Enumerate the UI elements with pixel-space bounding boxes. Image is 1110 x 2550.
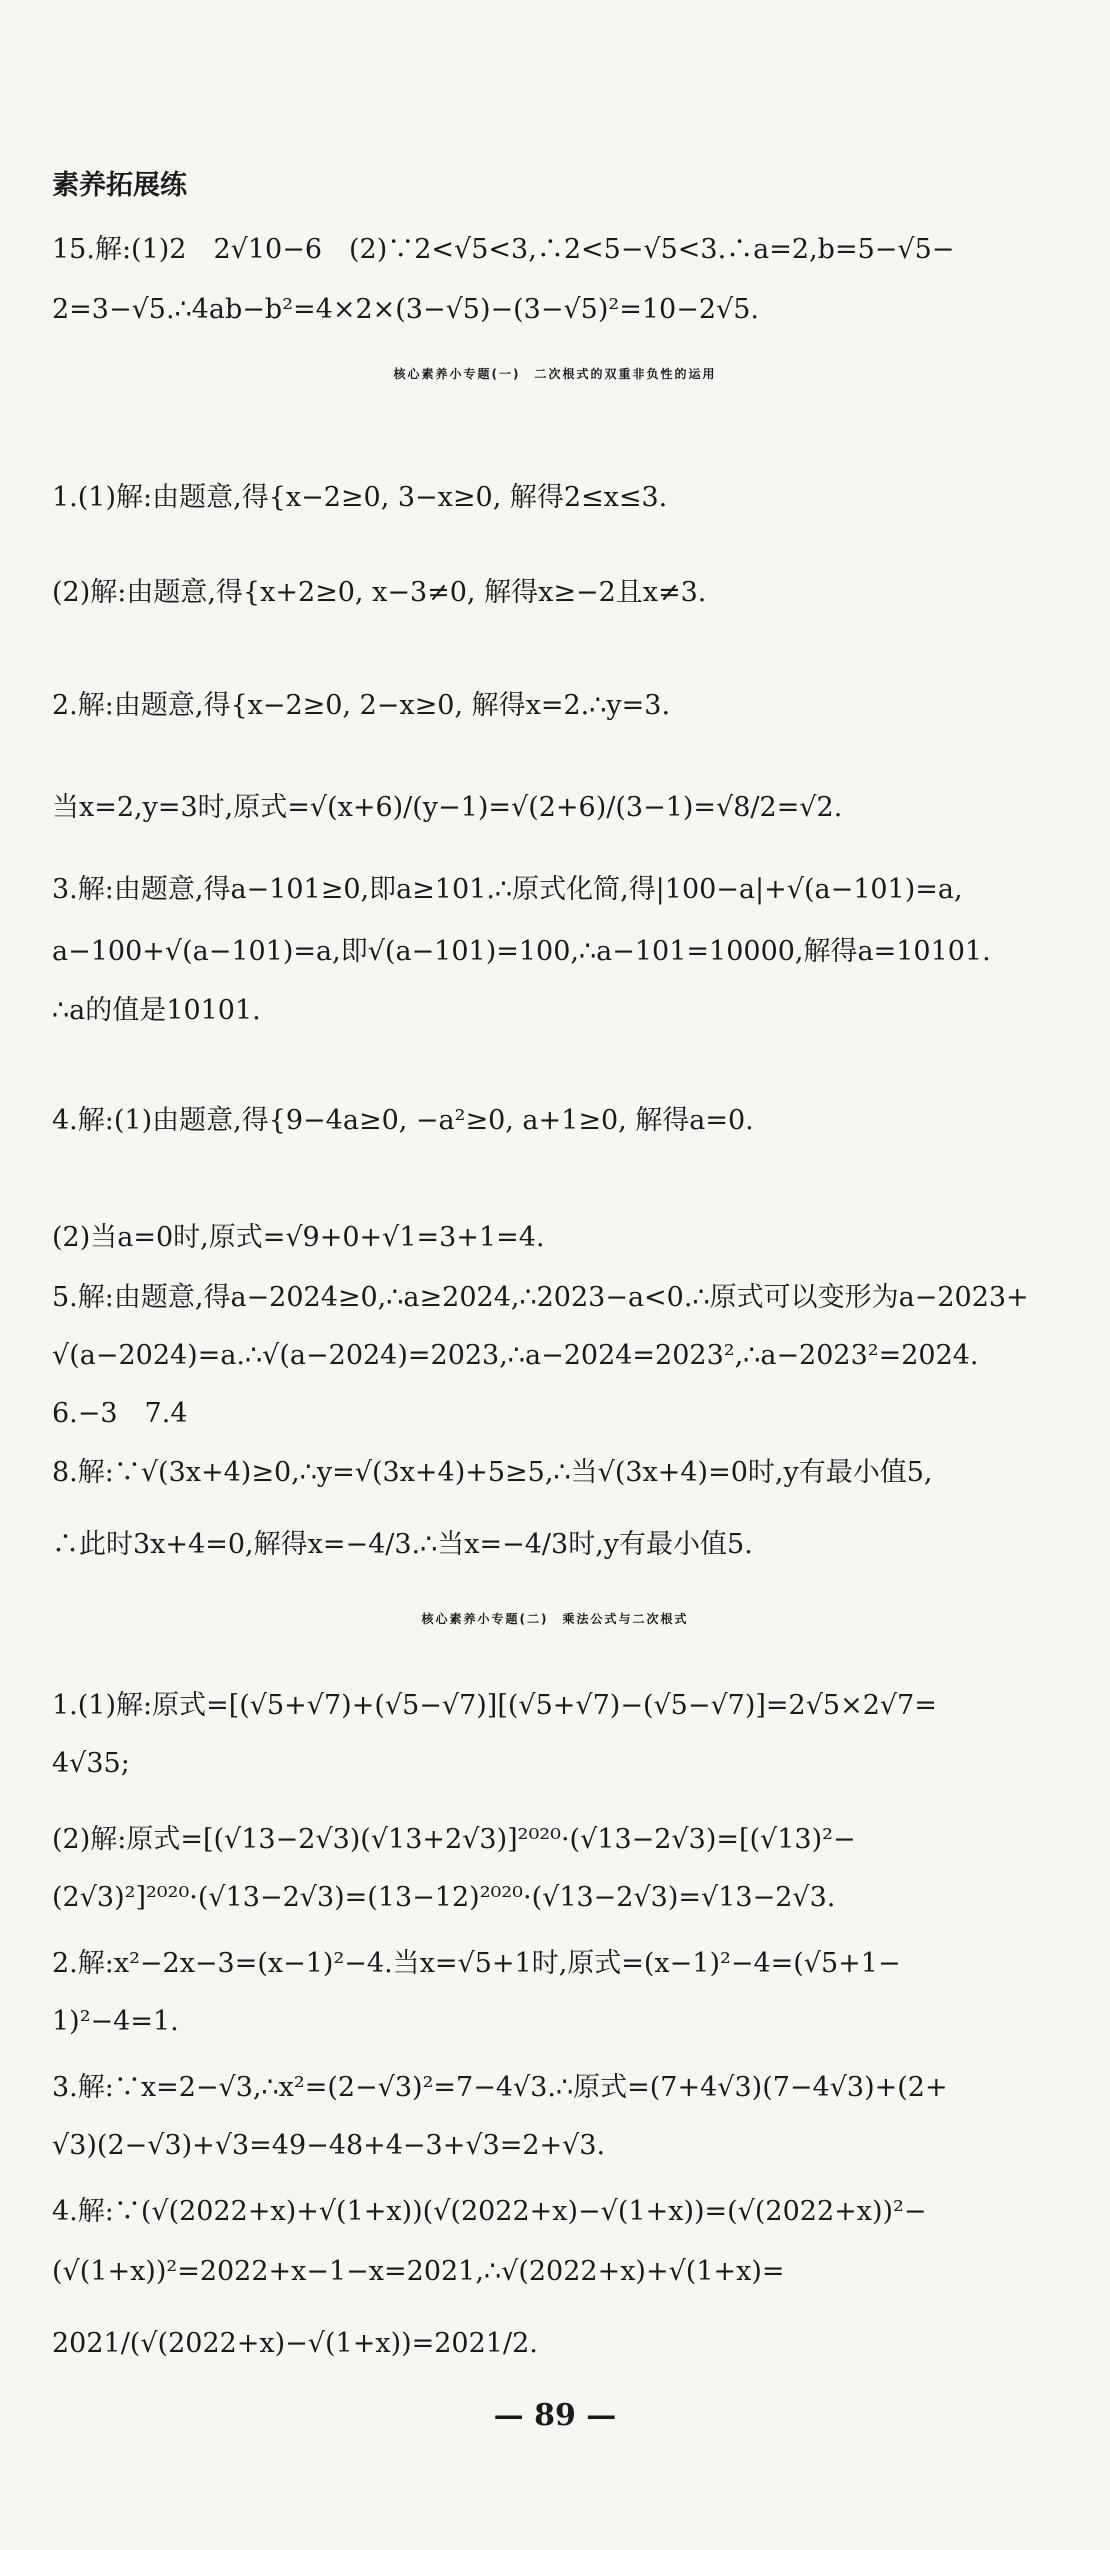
answer-5-line-1: 5.解:由题意,得a−2024≥0,∴a≥2024,∴2023−a<0.∴原式可以变形为a−2023+: [52, 1282, 1029, 1313]
answer-4-part-1: 4.解:(1)由题意,得{9−4a≥0, −a²≥0, a+1≥0, 解得a=0.: [52, 1105, 754, 1136]
topic-heading-1: 核心素养小专题(一) 二次根式的双重非负性的运用: [393, 367, 717, 381]
answer-1-part-1: 1.(1)解:由题意,得{x−2≥0, 3−x≥0, 解得2≤x≤3.: [52, 482, 668, 513]
topic2-answer-4-line-2: (√(1+x))²=2022+x−1−x=2021,∴√(2022+x)+√(1+x)=: [52, 2256, 785, 2287]
answer-2-evaluation: 当x=2,y=3时,原式=√(x+6)/(y−1)=√(2+6)/(3−1)=√8/2=√2.: [52, 792, 843, 823]
answer-5-line-2: √(a−2024)=a.∴√(a−2024)=2023,∴a−2024=2023²,∴a−2023²=2024.: [52, 1340, 979, 1371]
answer-15-line-2: 2=3−√5.∴4ab−b²=4×2×(3−√5)−(3−√5)²=10−2√5.: [52, 294, 759, 325]
answer-3-line-3: ∴a的值是10101.: [52, 995, 261, 1026]
topic2-answer-3-line-2: √3)(2−√3)+√3=49−48+4−3+√3=2+√3.: [52, 2130, 606, 2161]
answer-4-part-2: (2)当a=0时,原式=√9+0+√1=3+1=4.: [52, 1222, 545, 1253]
topic2-answer-3-line-1: 3.解:∵x=2−√3,∴x²=(2−√3)²=7−4√3.∴原式=(7+4√3)(7−4√3)+(2+: [52, 2072, 948, 2103]
topic2-answer-1-line-3: (2)解:原式=[(√13−2√3)(√13+2√3)]²⁰²⁰·(√13−2√3)=[(√13)²−: [52, 1824, 856, 1855]
answer-8-line-1: 8.解:∵√(3x+4)≥0,∴y=√(3x+4)+5≥5,∴当√(3x+4)=0时,y有最小值5,: [52, 1457, 933, 1488]
topic2-answer-1-line-1: 1.(1)解:原式=[(√5+√7)+(√5−√7)][(√5+√7)−(√5−√7)]=2√5×2√7=: [52, 1690, 937, 1721]
answer-15-line-1: 15.解:(1)2 2√10−6 (2)∵2<√5<3,∴2<5−√5<3.∴a=2,b=5−√5−: [52, 234, 955, 265]
topic2-answer-1-line-2: 4√35;: [52, 1748, 130, 1779]
topic2-answer-4-line-3: 2021/(√(2022+x)−√(1+x))=2021/2.: [52, 2328, 538, 2359]
topic2-answer-2-line-1: 2.解:x²−2x−3=(x−1)²−4.当x=√5+1时,原式=(x−1)²−4=(√5+1−: [52, 1948, 901, 1979]
topic2-answer-1-line-4: (2√3)²]²⁰²⁰·(√13−2√3)=(13−12)²⁰²⁰·(√13−2√3)=√13−2√3.: [52, 1882, 836, 1913]
answer-3-line-1: 3.解:由题意,得a−101≥0,即a≥101.∴原式化简,得|100−a|+√(a−101)=a,: [52, 874, 963, 905]
topic2-answer-4-line-1: 4.解:∵(√(2022+x)+√(1+x))(√(2022+x)−√(1+x))=(√(2022+x))²−: [52, 2196, 927, 2227]
section-label: 素养拓展练: [52, 170, 187, 201]
answer-6-7: 6.−3 7.4: [52, 1398, 188, 1429]
answer-3-line-2: a−100+√(a−101)=a,即√(a−101)=100,∴a−101=10000,解得a=10101.: [52, 936, 991, 967]
page-number: — 89 —: [493, 2398, 617, 2433]
answer-1-part-2: (2)解:由题意,得{x+2≥0, x−3≠0, 解得x≥−2且x≠3.: [52, 577, 707, 608]
answer-8-line-2: ∴此时3x+4=0,解得x=−4/3.∴当x=−4/3时,y有最小值5.: [52, 1529, 753, 1560]
answer-2-system: 2.解:由题意,得{x−2≥0, 2−x≥0, 解得x=2.∴y=3.: [52, 690, 671, 721]
topic-heading-2: 核心素养小专题(二) 乘法公式与二次根式: [421, 1612, 689, 1626]
topic2-answer-2-line-2: 1)²−4=1.: [52, 2006, 179, 2037]
